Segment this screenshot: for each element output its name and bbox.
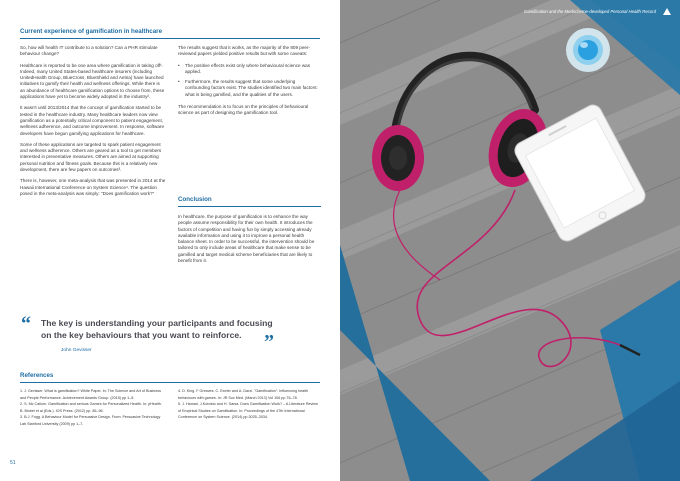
pull-quote: The key is understanding your participants and focusing on the key behaviours that you want to reinforce. (41, 318, 273, 340)
left-column (20, 45, 166, 202)
headphones-photo (340, 0, 680, 481)
conclusion-heading: Conclusion (178, 196, 212, 203)
heading-rule (20, 38, 320, 39)
reference-item: 3. B.J. Fogg. A Behaviour Model for Persuasive Design. From: Persuasive Technology Lab Stanford University (2009) pp 1–7. (20, 415, 161, 426)
photo-page (340, 0, 680, 481)
section-heading: Current experience of gamification in healthcare (20, 28, 163, 35)
reference-item: 4. D. King. F Greaves. C. Exeter and A. Darzi. "Gamification": Influencing health behaviours with games. In: JR Soc Med. (March 2013) Vol 106 pp 76–78. (178, 389, 309, 400)
paragraph: There is, however, one meta-analysis that was presented in 2014 at the Hawaii International Conference on System Science⁴. The question posed in the meta-analysis was simply: "Does gamification work?" (20, 178, 166, 196)
reference-item: 1. J. Gevisser. What is gamification? White Paper. In: The Science and Art of Business and People Performance. Achievement Awards Group. (2015) pp 1–5. (20, 389, 161, 400)
conclusion-rule (178, 206, 321, 207)
open-quote-icon: “ (21, 313, 31, 335)
references-col-2 (178, 388, 321, 421)
paragraph: Healthcare is reported to be one area where gamification is taking off¹. Indeed, many United States-based healthcare insurers (including UnitedHealth Group, BlueCross, BlueShield and Aetna) have launched initiatives to gamify their health and wellness offerings. While there is an abundance of healthcare gamification options to choose from, these applications have yet to become widely adopted in the industry². (20, 62, 165, 100)
paragraph: In healthcare, the purpose of gamification is to enhance the way people assume responsibility for their own health. It introduces the factors of competition and having fun by simply accessing already available information and using it to improve a personal health balance sheet. In order to be successful, the intervention should be tailored to only include areas of healthcare that make sense to be gamified and target medical scheme beneficiaries that are likely to benefit from it. (178, 214, 315, 264)
paragraph: Some of these applications are targeted to spark patient engagement and wellness adherence. Others are geared as a tool to get members interested in preventative measures. Others are aimed at supporting personal nutrition and fitness goals. Because this is a relatively new development, there are few papers on outcomes³. (20, 141, 162, 173)
quote-author: John Gevisser (61, 348, 92, 353)
right-column (178, 45, 321, 122)
bullet-item: • Furthermore, the results suggest that some underlying confounding factors exist. The studies identified two main factors: what is being gamified, and the qualities of the users. (178, 79, 321, 98)
page-number: 51 (10, 460, 16, 466)
references-heading: References (20, 372, 54, 379)
paragraph: The results suggest that it works, as the majority of the 809 peer-reviewed papers yielded positive results but with some caveats: (178, 45, 311, 57)
running-header: Gamification and the Medscheme-developed Personal Health Record (523, 9, 656, 14)
references-rule (20, 382, 320, 383)
bullet-item: • The positive effects exist only where behavioural science was applied. (178, 63, 321, 76)
conclusion-body (178, 214, 321, 269)
references-col-1 (20, 388, 165, 428)
close-quote-icon: ” (264, 331, 274, 353)
paragraph: The recommendation is to focus on the principles of behavioural science as part of designing the gamification tool. (178, 104, 309, 116)
paragraph: It wasn't until 2013/2014 that the concept of gamification started to be tested in the healthcare industry. Many healthcare leaders now view gamification as a potentially critical component to patient engagement, wellness adherence, and outcome improvement. In response, software developers have begun gamifying applications for healthcare. (20, 105, 165, 136)
reference-item: 2. S. Mc Callum. Gamification and serious Games for Personalized Health. In: pHealth. B. Blobel et al (Eds.). IOS Press. (2012) pp. 85–96. (20, 402, 162, 413)
reference-item: 5. J. Hamari, J.Koivisto and H. Sarsa. Does Gamification Work? – A Literature Review of Empirical Studies on Gamification. In: Proceedings of the 47th International Conference on System Science. (2014) pp.3025–3034. (178, 402, 318, 420)
paragraph: So, how will health IT contribute to a solution? Can a PHR stimulate behaviour change? (20, 45, 158, 57)
triangle-icon (663, 8, 671, 15)
